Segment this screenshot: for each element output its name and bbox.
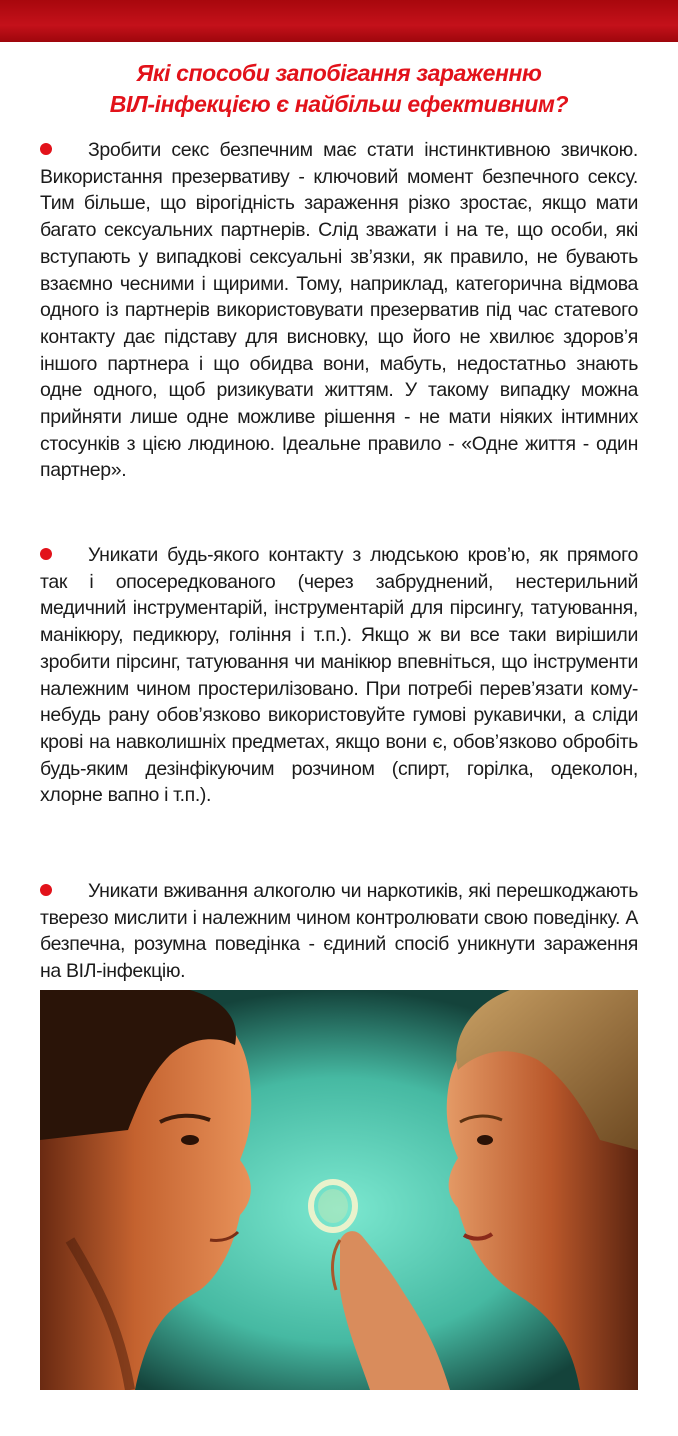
paragraph-text: Уникати будь-якого контакту з людською кров’ю, як прямого так і опосередкованого (через забруднений, нестерильний медичний інструментарій, інструментарій для пірсингу, татуювання, манікюру, педикюру, гоління і т.п.). Якщо ж ви все таки вирішили зробити пірсинг, татуювання чи манікюр впевніться, що інструменти належним чином простерилізовано. При потребі перев’язати кому-небудь рану обов’язково використовуйте гумові рукавички, а сліди крові на навколишніх предметах, якщо вони є, обов’язково обробіть будь-яким дезінфікуючим розчином (спирт, горілка, одеколон, хлорне вапно і т.п.).: [40, 544, 638, 807]
red-bullet-icon: [40, 143, 52, 155]
page-title: [40, 58, 638, 120]
couple-photo: [40, 990, 638, 1390]
red-bullet-icon: [40, 548, 52, 560]
couple-illustration: [40, 990, 638, 1390]
title-line-1: Які способи запобігання зараженню: [136, 60, 542, 86]
bullet-paragraph-alcohol-drugs: [40, 878, 638, 985]
top-red-bar: [0, 0, 678, 42]
paragraph-text: Зробити секс безпечним має стати інстинктивною звичкою. Використання презервативу - ключовий момент безпечного сексу. Тим більше, що вірогідність зараження різко зростає, якщо мати багато сексуальних партнерів. Слід зважати і на те, що особи, які вступають у випадкові сексуальні зв’язки, як правило, не бувають взаємно чесними і щирими. Тому, наприклад, категорична відмова одного із партнерів використовувати презерватив під час статевого контакту дає підставу для висновку, що його не хвилює здоров’я іншого партнера і що обидва вони, мабуть, недостатньо знають одне одного, щоб ризикувати життям. У такому випадку можна прийняти лише одне можливе рішення - не мати ніяких інтимних стосунків з цією людиною. Ідеальне правило - «Одне життя - один партнер».: [40, 139, 638, 482]
bullet-paragraph-blood-contact: [40, 542, 638, 809]
title-line-2: ВІЛ-інфекцією є найбільш ефективним?: [109, 91, 569, 117]
bullet-paragraph-condom-use: [40, 137, 638, 484]
paragraph-text: Уникати вживання алкоголю чи наркотиків, які перешкоджають тверезо мислити і належним чином контролювати свою поведінку. А безпечна, розумна поведінка - єдиний спосіб уникнути зараження на ВІЛ-інфекцію.: [40, 880, 638, 983]
red-bullet-icon: [40, 884, 52, 896]
